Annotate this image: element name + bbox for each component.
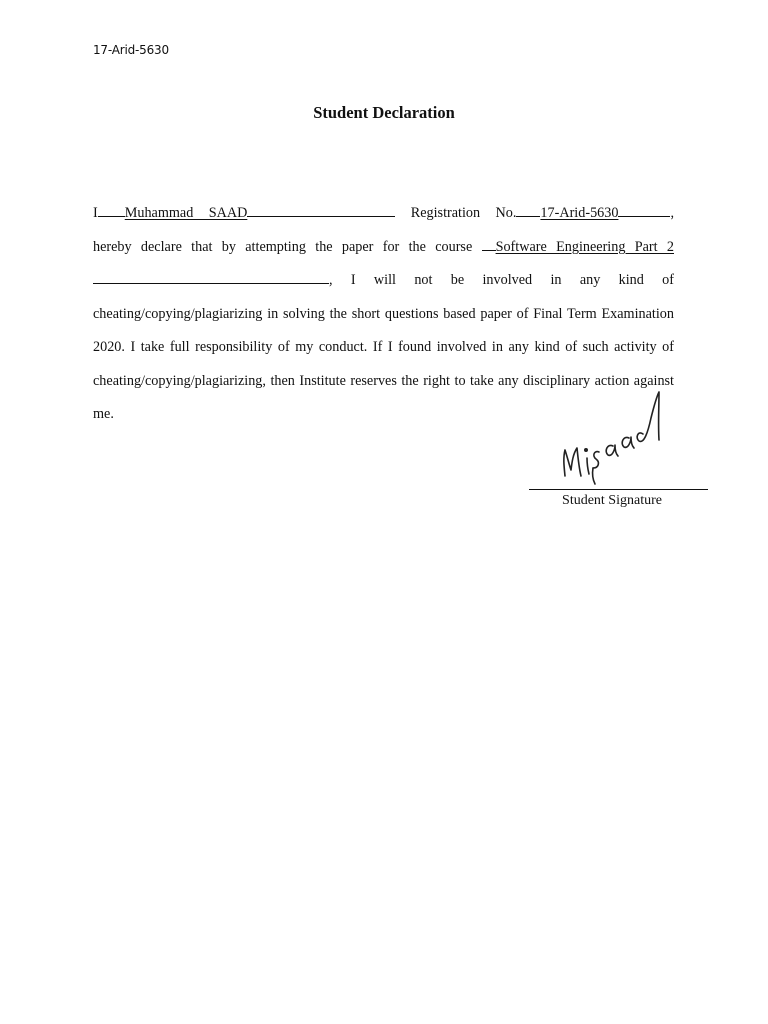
document-title: Student Declaration (313, 103, 455, 122)
declaration-prefix: I (93, 205, 98, 221)
signature-image (555, 388, 690, 488)
blank-line (482, 236, 496, 251)
declaration-paragraph: I Muhammad SAAD Registration No. 17-Arid-5630 , hereby declare that by attempting the paper for the course Software Engineering Part 2, I will not be involved in any kind of cheating/copying/plagiarizing in solving the short questions based paper of Final Term Examination 2020. I take full responsibility of my conduct. If I found involved in any kind of such activity of cheating/copying/plagiarizing, then Institute reserves the right to take any disciplinary action against me. (93, 197, 674, 432)
handwritten-signature-icon (555, 388, 690, 488)
student-name: Muhammad SAAD (124, 205, 248, 221)
blank-line (247, 202, 395, 217)
registration-number: 17-Arid-5630 (540, 205, 619, 221)
blank-line (98, 202, 125, 217)
registration-label: Registration No. (410, 205, 517, 221)
header-registration-code: 17-Arid-5630 (93, 43, 169, 57)
signature-label: Student Signature (562, 493, 662, 508)
blank-line (93, 269, 329, 284)
declare-text: hereby declare that by attempting the paper for the course (93, 238, 473, 255)
declaration-body: I will not be involved in any kind of cheating/copying/plagiarizing in solving the short questions based paper of Final Term Examination 2020. I take full responsibility of my conduct. If I found involved in any kind of such activity of cheating/copying/plagiarizing, then Institute reserves the right to take any disciplinary action against me. (93, 272, 674, 422)
signature-line (529, 489, 708, 490)
course-name: Software Engineering Part 2 (495, 238, 674, 255)
blank-line (618, 202, 670, 217)
blank-line (516, 202, 540, 217)
